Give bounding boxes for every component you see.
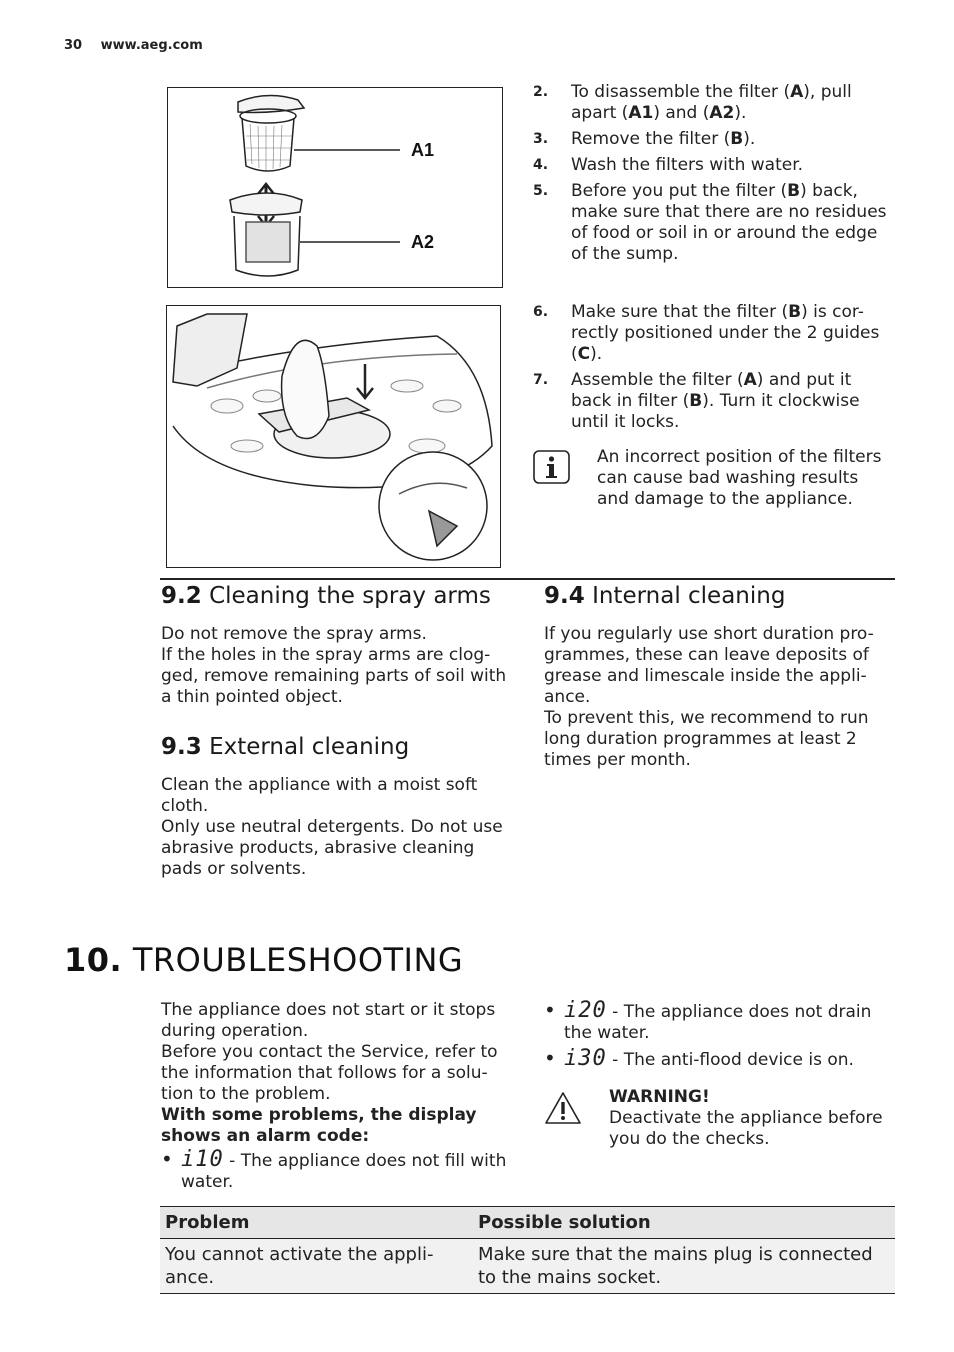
filter-figure (167, 87, 503, 288)
warning-title: WARNING! (609, 1087, 710, 1107)
table-header-row (160, 1207, 895, 1239)
alarm-code-item: • i30 - The anti-flood device is on. (544, 1046, 854, 1071)
chapter-heading-10: 10. TROUBLESHOOTING (64, 941, 464, 979)
alarm-code: i30 (564, 1046, 607, 1071)
page-number: 30 (64, 38, 83, 53)
section-body-9-4: If you regularly use short duration pro-grammes, these can leave deposits of grease and limescale inside the appli-ance. To prevent this, we recommend to run long duration programmes at least 2 times per month. (544, 624, 874, 770)
page-header (64, 38, 203, 53)
section-heading-9-3: 9.3 External cleaning (161, 734, 410, 760)
step-item: 7. Assemble the filter (A) and put it back in filter (B). Turn it clockwise until it locks. (533, 370, 860, 432)
warning-text: Deactivate the appliance before you do the checks. (609, 1108, 883, 1149)
website-link[interactable]: www.aeg.com (100, 38, 203, 53)
step-item: 4. Wash the filters with water. (533, 155, 804, 175)
table-cell: Make sure that the mains plug is connected to the mains socket. (473, 1239, 895, 1294)
table-header-cell: Problem (160, 1207, 473, 1239)
section-body-9-3: Clean the appliance with a moist soft cloth. Only use neutral detergents. Do not use abrasive products, abrasive cleaning pads or solvents. (161, 775, 503, 879)
info-note: An incorrect position of the filters can cause bad washing results and damage to the appliance. (597, 447, 882, 509)
steps-list-bottom (533, 302, 893, 438)
warning-icon (544, 1091, 582, 1125)
section-divider (160, 578, 895, 580)
steps-list-top (533, 82, 893, 270)
step-item: 5. Before you put the filter (B) back, make sure that there are no residues of food or soil in or around the edge of the sump. (533, 181, 887, 264)
table-header-cell: Possible solution (473, 1207, 895, 1239)
alarm-code-item: • i20 - The appliance does not drain the water. (544, 998, 872, 1043)
info-icon (533, 450, 570, 484)
troubleshooting-table (160, 1206, 895, 1294)
troubleshooting-intro: The appliance does not start or it stops during operation. Before you contact the Service, refer to the information that follows for a solu-tion to the problem. With some problems, the display shows an alarm code: • i10 - The appliance does not fill with water. (161, 1000, 511, 1193)
table-row (160, 1239, 895, 1294)
section-heading-9-2: 9.2 Cleaning the spray arms (161, 583, 491, 609)
filter-illustration (168, 88, 501, 286)
sump-illustration (167, 306, 499, 566)
warning-block (609, 1087, 894, 1150)
step-item: 6. Make sure that the filter (B) is cor-rectly positioned under the 2 guides (C). (533, 302, 880, 364)
sump-figure (166, 305, 501, 568)
table-cell: You cannot activate the appli-ance. (160, 1239, 473, 1294)
step-item: 2. To disassemble the filter (A), pull apart (A1) and (A2). (533, 82, 852, 123)
section-heading-9-4: 9.4 Internal cleaning (544, 583, 786, 609)
alarm-code: i10 (181, 1147, 224, 1172)
label-a2: A2 (411, 232, 435, 252)
alarm-code: i20 (564, 998, 607, 1023)
label-a1: A1 (411, 140, 435, 160)
alarm-code-item: • i10 - The appliance does not fill with water. (161, 1147, 507, 1192)
alarm-code-list (544, 1000, 894, 1071)
step-item: 3. Remove the filter (B). (533, 129, 756, 149)
section-body-9-2: Do not remove the spray arms. If the holes in the spray arms are clog-ged, remove remaining parts of soil with a thin pointed object. (161, 624, 507, 707)
